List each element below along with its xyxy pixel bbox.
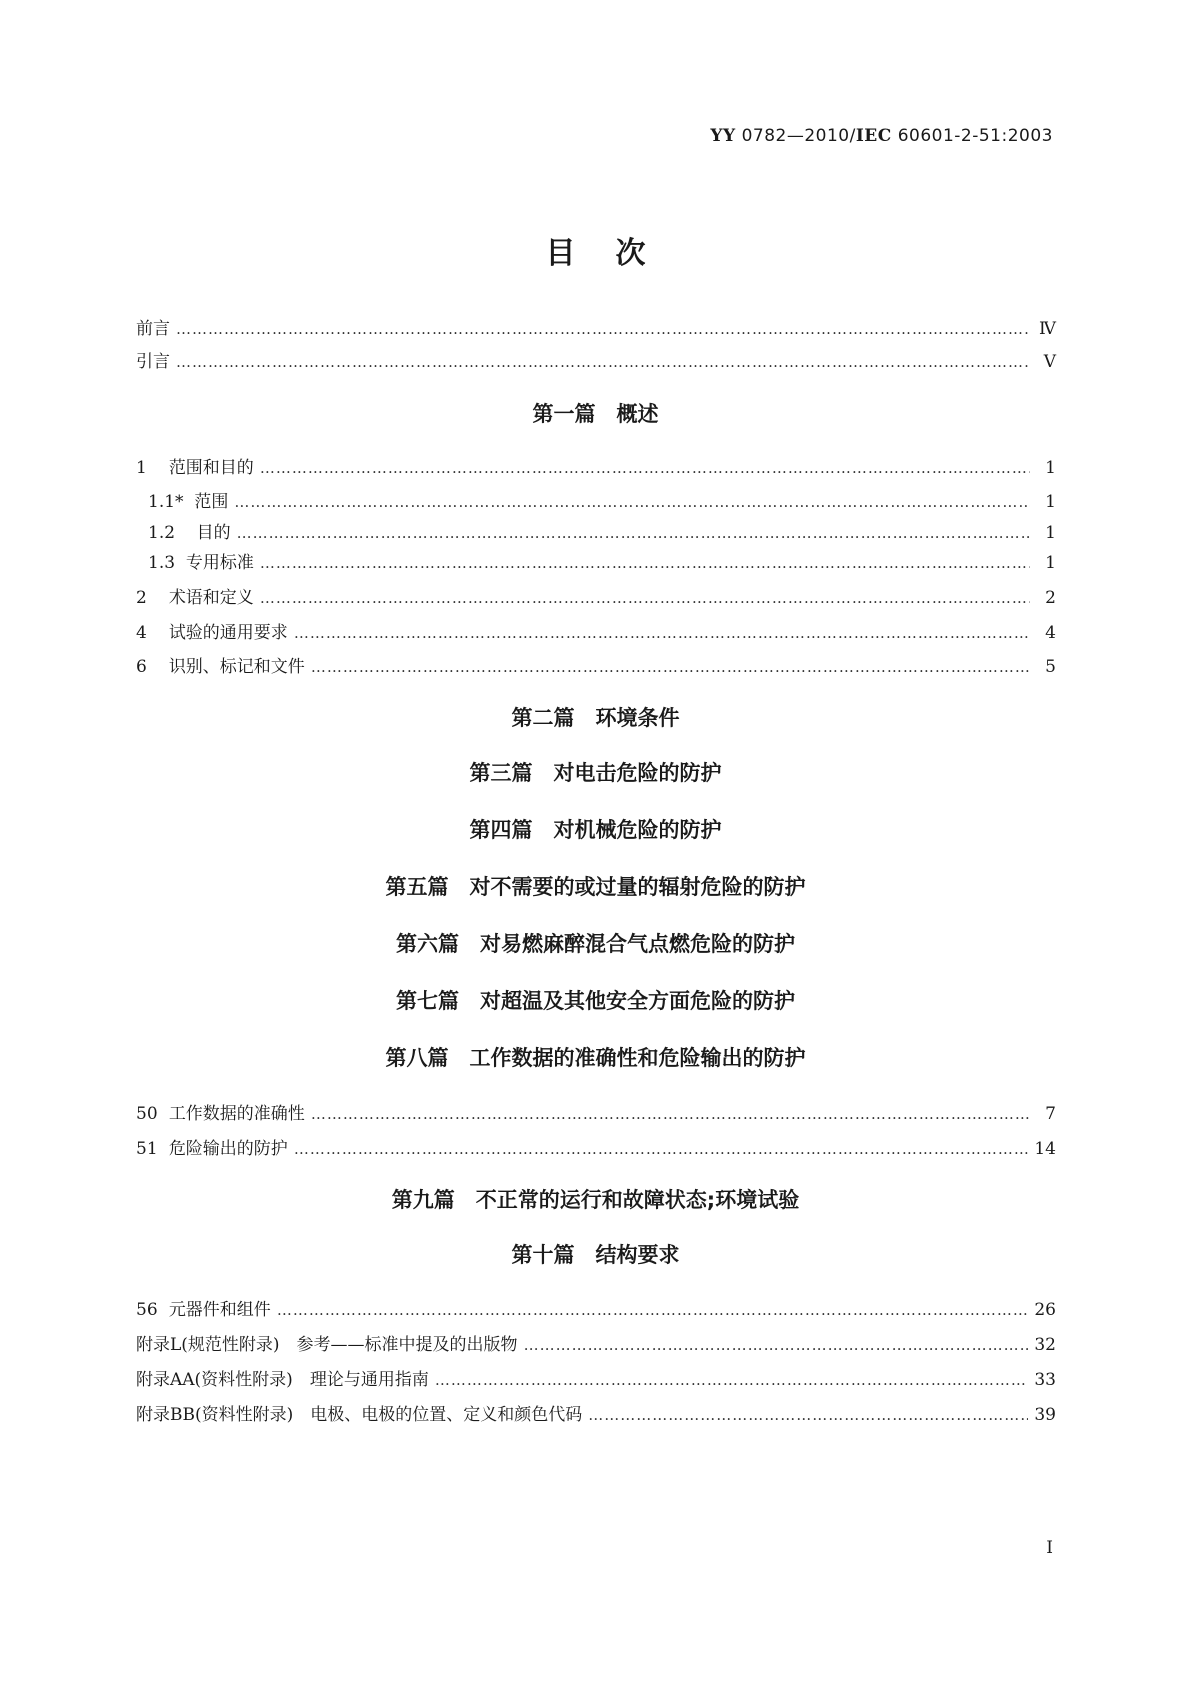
toc-entry-1-3[interactable] xyxy=(148,548,1056,572)
toc-entry-label: 目的 xyxy=(196,523,231,543)
iec-code: 60601-2-51:2003 xyxy=(891,126,1053,146)
toc-entry-51[interactable] xyxy=(136,1134,1056,1158)
toc-entry-number: 56 xyxy=(136,1300,158,1320)
toc-entry-50[interactable] xyxy=(136,1099,1056,1123)
toc-entry-page: Ⅴ xyxy=(1043,352,1056,372)
toc-entry-page: 32 xyxy=(1034,1335,1056,1355)
part-heading-6: 第六篇 对易燃麻醉混合气点燃危险的防护 xyxy=(396,932,795,956)
toc-entry-label: 范围和目的 xyxy=(168,458,254,478)
toc-entry-number: 1 xyxy=(136,458,147,478)
iec-prefix: IEC xyxy=(855,126,892,146)
toc-entry-label: 术语和定义 xyxy=(168,588,254,608)
toc-entry-number: 50 xyxy=(136,1104,158,1124)
toc-entry-page: 26 xyxy=(1034,1300,1056,1320)
toc-entry-annex-bb[interactable] xyxy=(136,1400,1056,1424)
toc-entry-page: 1 xyxy=(1045,553,1056,573)
standard-code: 0782—2010/ xyxy=(735,126,856,146)
toc-entry-56[interactable] xyxy=(136,1295,1056,1319)
toc-entry-1-1[interactable] xyxy=(148,487,1056,511)
part-heading-2: 第二篇 环境条件 xyxy=(511,706,680,730)
toc-entry-page: 33 xyxy=(1034,1370,1056,1390)
part-heading-5: 第五篇 对不需要的或过量的辐射危险的防护 xyxy=(385,875,806,899)
toc-entry-6[interactable] xyxy=(136,652,1056,676)
toc-entry-page: 1 xyxy=(1045,492,1056,512)
toc-entry-label: 引言 xyxy=(136,352,170,372)
toc-entry-page: 14 xyxy=(1034,1139,1056,1159)
toc-entry-label: 专用标准 xyxy=(185,553,254,573)
part-heading-8: 第八篇 工作数据的准确性和危险输出的防护 xyxy=(385,1046,806,1070)
toc-entry-label: 附录BB(资料性附录) 电极、电极的位置、定义和颜色代码 xyxy=(136,1405,583,1425)
standard-code-header xyxy=(710,126,1053,146)
part-heading-10: 第十篇 结构要求 xyxy=(511,1243,680,1267)
part-heading-1: 第一篇 概述 xyxy=(532,402,659,426)
toc-entry-foreword[interactable] xyxy=(136,314,1056,338)
toc-entry-page: 4 xyxy=(1045,623,1056,643)
toc-entry-label: 元器件和组件 xyxy=(168,1300,271,1320)
part-heading-4: 第四篇 对机械危险的防护 xyxy=(469,818,722,842)
toc-entry-page: 1 xyxy=(1045,458,1056,478)
toc-entry-annex-aa[interactable] xyxy=(136,1365,1056,1389)
toc-entry-label: 附录L(规范性附录) 参考——标准中提及的出版物 xyxy=(136,1335,518,1355)
part-heading-9: 第九篇 不正常的运行和故障状态;环境试验 xyxy=(391,1188,800,1212)
toc-entry-number: 4 xyxy=(136,623,147,643)
toc-entry-annex-l[interactable] xyxy=(136,1330,1056,1354)
toc-entry-number: 1.3 xyxy=(148,553,176,573)
part-heading-3: 第三篇 对电击危险的防护 xyxy=(469,761,722,785)
toc-entry-4[interactable] xyxy=(136,618,1056,642)
toc-entry-page: 1 xyxy=(1045,523,1056,543)
toc-entry-label: 前言 xyxy=(136,319,170,339)
standard-prefix: YY xyxy=(710,126,736,146)
toc-entry-2[interactable] xyxy=(136,583,1056,607)
toc-entry-page: 7 xyxy=(1045,1104,1056,1124)
toc-entry-page: Ⅳ xyxy=(1039,319,1056,339)
toc-entry-1[interactable] xyxy=(136,453,1056,477)
page-number: Ⅰ xyxy=(1046,1538,1053,1558)
toc-entry-number: 2 xyxy=(136,588,147,608)
toc-entry-label: 危险输出的防护 xyxy=(168,1139,288,1159)
toc-entry-label: 试验的通用要求 xyxy=(168,623,288,643)
toc-entry-introduction[interactable] xyxy=(136,347,1056,371)
toc-entry-1-2[interactable] xyxy=(148,518,1056,542)
toc-entry-number: 1.1* xyxy=(148,492,184,512)
page-title: 目次 xyxy=(545,236,686,271)
toc-entry-number: 1.2 xyxy=(148,523,176,543)
toc-entry-page: 2 xyxy=(1045,588,1056,608)
toc-entry-label: 附录AA(资料性附录) 理论与通用指南 xyxy=(136,1370,429,1390)
toc-entry-label: 识别、标记和文件 xyxy=(168,657,305,677)
toc-entry-page: 39 xyxy=(1034,1405,1056,1425)
toc-entry-number: 51 xyxy=(136,1139,158,1159)
part-heading-7: 第七篇 对超温及其他安全方面危险的防护 xyxy=(396,989,795,1013)
toc-entry-label: 范围 xyxy=(194,492,229,512)
toc-entry-number: 6 xyxy=(136,657,147,677)
toc-entry-label: 工作数据的准确性 xyxy=(168,1104,305,1124)
toc-entry-page: 5 xyxy=(1045,657,1056,677)
